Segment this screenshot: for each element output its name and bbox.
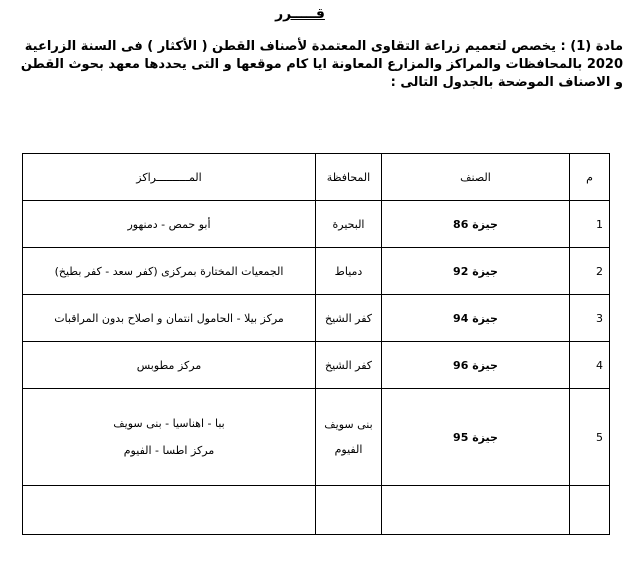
row-governorate: كفر الشيخ [316,295,382,342]
empty-cell [570,486,610,535]
row-variety: جيزة 95 [382,389,570,486]
governorate-line: الفيوم [334,443,363,456]
empty-cell [316,486,382,535]
centers-line: مركز اطسا - الفيوم [123,444,215,457]
row-governorate: دمياط [316,248,382,295]
table-row [23,389,610,486]
cotton-varieties-table [22,153,610,535]
row-centers: أبو حمص - دمنهور [23,201,316,248]
table-row [23,295,610,342]
row-variety: جيزة 86 [382,201,570,248]
row-governorate: البحيرة [316,201,382,248]
table-header-row [23,154,610,201]
centers-line: ببا - اهناسيا - بنى سويف [113,417,225,430]
row-variety: جيزة 94 [382,295,570,342]
table-row [23,201,610,248]
governorate-line: بنى سويف [324,418,373,431]
row-variety: جيزة 92 [382,248,570,295]
line-gap [29,431,309,443]
header-variety: الصنف [382,154,570,201]
row-num: 5 [570,389,610,486]
line-gap [322,431,375,443]
row-centers: الجمعيات المختارة بمركزى (كفر سعد - كفر بطيخ) [23,248,316,295]
header-centers: المــــــــــراكز [23,154,316,201]
row-centers [23,389,316,486]
row-num: 1 [570,201,610,248]
row-num: 3 [570,295,610,342]
row-centers: مركز بيلا - الحامول انتمان و اصلاح بدون المراقبات [23,295,316,342]
table-row [23,248,610,295]
table-row [23,342,610,389]
empty-cell [23,486,316,535]
decision-title: قـــــرر [275,6,325,22]
row-governorate: كفر الشيخ [316,342,382,389]
table-row-empty [23,486,610,535]
row-centers: مركز مطوبس [23,342,316,389]
empty-cell [382,486,570,535]
row-variety: جيزة 96 [382,342,570,389]
header-governorate: المحافظة [316,154,382,201]
header-num: م [570,154,610,201]
article-paragraph: مادة (1) : يخصص لتعميم زراعة التقاوى المعتمدة لأصناف القطن ( الأكثار ) فى السنة الزراعية 2020 بالمحافظات والمراكز والمزارع المعاونة ايا كام موقعها و التى يحددها معهد بحوث القطن و الاصناف الموضحة بالجدول التالى : [20,39,623,90]
row-num: 2 [570,248,610,295]
row-num: 4 [570,342,610,389]
row-governorate [316,389,382,486]
